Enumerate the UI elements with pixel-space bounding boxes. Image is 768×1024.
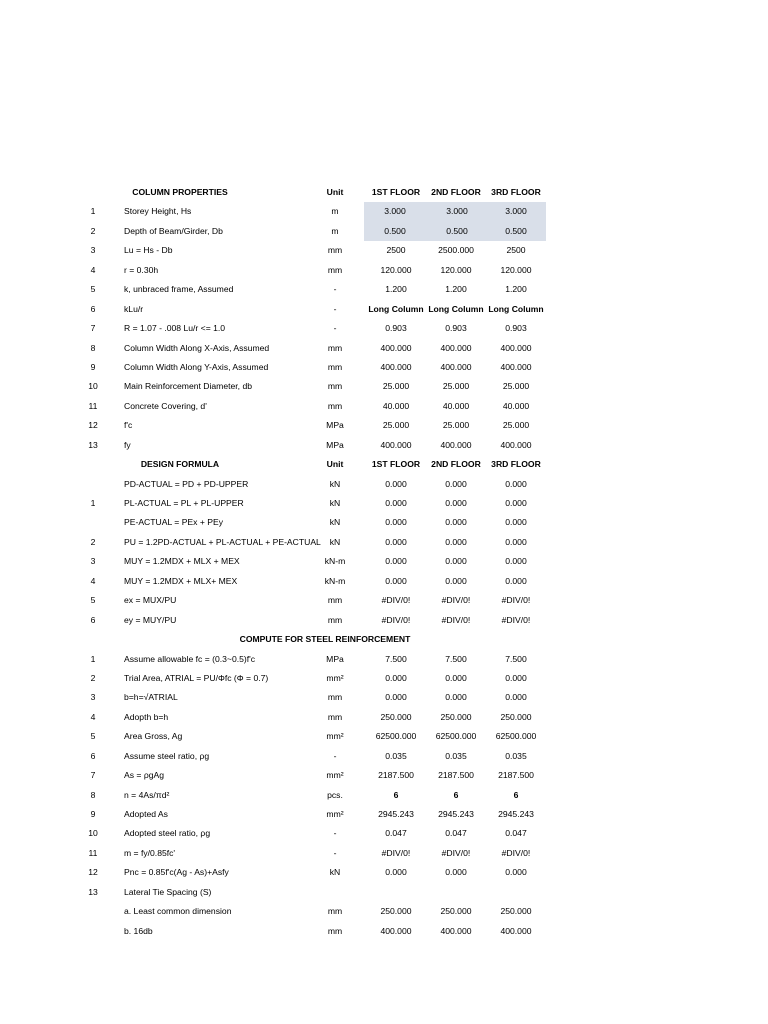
row-unit: mm [327, 692, 343, 703]
row-number: 5 [90, 284, 96, 295]
cell-floor2: 7.500 [445, 653, 467, 664]
row-unit: MPa [326, 653, 344, 664]
cell-floor1: 250.000 [380, 906, 412, 917]
input-cell-floor3[interactable]: 3.000 [486, 202, 546, 221]
row-description: Column Width Along X-Axis, Assumed [124, 342, 270, 353]
row-description: Depth of Beam/Girder, Db [124, 225, 223, 236]
unit-header: Unit [326, 459, 344, 470]
cell-floor1: 2187.500 [378, 770, 414, 781]
table-row [0, 688, 768, 707]
row-description: Area Gross, Ag [124, 731, 183, 742]
row-number: 6 [90, 303, 96, 314]
cell-floor2: 400.000 [440, 342, 472, 353]
cell-floor1: 6 [393, 789, 399, 800]
cell-floor2: 400.000 [440, 925, 472, 936]
row-description: Trial Area, ATRIAL = PU/Φfc (Φ = 0.7) [124, 672, 269, 683]
row-number: 2 [90, 536, 96, 547]
row-unit: mm [327, 361, 343, 372]
row-description: ey = MUY/PU [124, 614, 177, 625]
row-description: fy [124, 439, 131, 450]
section-title: DESIGN FORMULA [140, 459, 220, 470]
cell-floor2: 400.000 [440, 439, 472, 450]
cell-floor3: 250.000 [500, 711, 532, 722]
cell-floor1: #DIV/0! [381, 595, 411, 606]
cell-floor1: 0.047 [385, 828, 407, 839]
cell-floor2: 0.035 [445, 750, 467, 761]
row-description: kLu/r [124, 303, 144, 314]
cell-floor3: 0.000 [505, 556, 527, 567]
row-unit: mm² [326, 731, 344, 742]
floor2-header: 2ND FLOOR [431, 187, 481, 197]
cell-floor3: 2187.500 [498, 770, 534, 781]
cell-floor3: 25.000 [502, 381, 530, 392]
table-row [0, 863, 768, 882]
table-row [0, 708, 768, 727]
row-unit: mm [327, 342, 343, 353]
cell-floor3: 0.035 [505, 750, 527, 761]
unit-header: Unit [326, 187, 344, 197]
row-unit: - [333, 323, 337, 334]
table-row [0, 436, 768, 455]
row-unit: mm [327, 925, 343, 936]
row-number: 9 [90, 809, 96, 819]
row-number: 8 [90, 342, 96, 353]
table-row [0, 397, 768, 416]
row-description: Main Reinforcement Diameter, db [124, 381, 253, 392]
cell-floor1: #DIV/0! [381, 847, 411, 858]
cell-floor1: 0.000 [385, 517, 407, 528]
cell-floor1: 400.000 [380, 361, 412, 372]
cell-floor3: 0.000 [505, 672, 527, 683]
cell-floor3: 62500.000 [495, 731, 537, 742]
cell-floor2: 0.000 [445, 692, 467, 703]
row-number: 1 [90, 498, 96, 508]
header-row-column-properties [0, 183, 768, 202]
table-row [0, 494, 768, 513]
row-description: Pnc = 0.85f'c(Ag - As)+Asfy [124, 867, 229, 878]
row-description: As = ρgAg [124, 770, 165, 781]
row-unit: m [331, 206, 339, 217]
table-row [0, 222, 768, 241]
row-unit: mm² [326, 672, 344, 683]
cell-floor2: #DIV/0! [441, 614, 471, 625]
row-unit: mm [327, 400, 343, 411]
cell-floor3: 0.000 [505, 867, 527, 878]
header-row-steel-reinforcement [0, 630, 768, 649]
cell-floor3: 400.000 [500, 361, 532, 372]
row-description: PE-ACTUAL = PEx + PEy [124, 517, 224, 528]
input-cell-floor2[interactable]: 3.000 [426, 202, 488, 221]
row-number: 10 [88, 828, 98, 839]
row-unit: MPa [326, 420, 344, 431]
cell-floor2: 0.000 [445, 536, 467, 547]
floor2-header: 2ND FLOOR [431, 459, 481, 470]
table-row [0, 669, 768, 688]
cell-floor2: 0.000 [445, 672, 467, 683]
row-number: 4 [90, 711, 96, 722]
cell-floor2: 0.000 [445, 556, 467, 567]
cell-floor1: 0.000 [385, 498, 407, 508]
cell-floor2: 0.903 [445, 323, 467, 334]
row-unit: kN-m [324, 556, 346, 567]
cell-floor1: 25.000 [382, 420, 410, 431]
cell-floor3: 250.000 [500, 906, 532, 917]
table-row [0, 280, 768, 299]
row-description: Adopted As [124, 809, 168, 819]
row-unit: mm [327, 245, 343, 256]
cell-floor3: 0.000 [505, 517, 527, 528]
row-description: PU = 1.2PD-ACTUAL + PL-ACTUAL + PE-ACTUAL [124, 536, 321, 547]
cell-floor2: 2187.500 [438, 770, 474, 781]
table-row [0, 902, 768, 921]
row-unit: - [333, 303, 337, 314]
cell-floor1: 250.000 [380, 711, 412, 722]
row-number: 3 [90, 245, 96, 256]
cell-floor1: 62500.000 [375, 731, 417, 742]
cell-floor2: 40.000 [442, 400, 470, 411]
floor3-header: 3RD FLOOR [491, 459, 541, 470]
cell-floor3: 0.000 [505, 536, 527, 547]
cell-floor2: Long Column [428, 303, 484, 314]
header-row-design-formula [0, 455, 768, 474]
row-unit: m [331, 225, 339, 236]
row-number: 7 [90, 770, 96, 781]
row-unit: kN [329, 498, 341, 508]
cell-floor3: 2500 [506, 245, 526, 256]
row-description: MUY = 1.2MDX + MLX + MEX [124, 556, 240, 567]
cell-floor3: #DIV/0! [501, 614, 531, 625]
cell-floor1: 400.000 [380, 439, 412, 450]
cell-floor2: 25.000 [442, 420, 470, 431]
table-row [0, 883, 768, 902]
cell-floor2: 2945.243 [438, 809, 474, 819]
row-number: 7 [90, 323, 96, 334]
row-unit: mm [327, 614, 343, 625]
row-number: 10 [88, 381, 98, 392]
cell-floor3: #DIV/0! [501, 847, 531, 858]
section-title: COMPUTE FOR STEEL REINFORCEMENT [239, 634, 411, 645]
cell-floor3: 400.000 [500, 925, 532, 936]
row-unit: kN-m [324, 575, 346, 586]
row-unit: - [333, 284, 337, 295]
row-unit: - [333, 847, 337, 858]
floor3-header: 3RD FLOOR [491, 187, 541, 197]
table-row [0, 533, 768, 552]
floor1-header: 1ST FLOOR [371, 187, 421, 197]
row-description: Storey Height, Hs [124, 206, 192, 217]
row-number: 12 [88, 867, 98, 878]
cell-floor2: 250.000 [440, 711, 472, 722]
input-cell-floor1[interactable]: 3.000 [364, 202, 426, 221]
row-description: a. Least common dimension [124, 906, 232, 917]
row-description: Assume allowable fc = (0.3~0.5)f'c [124, 653, 256, 664]
row-number: 4 [90, 575, 96, 586]
row-number: 12 [88, 420, 98, 431]
row-description: b. 16db [124, 925, 153, 936]
cell-floor1: 0.035 [385, 750, 407, 761]
cell-floor1: 25.000 [382, 381, 410, 392]
table-row [0, 339, 768, 358]
cell-floor1: 0.000 [385, 692, 407, 703]
cell-floor3: 0.000 [505, 692, 527, 703]
row-description: Concrete Covering, d' [124, 400, 207, 411]
cell-floor1: 40.000 [382, 400, 410, 411]
cell-floor1: 0.000 [385, 536, 407, 547]
cell-floor3: 0.000 [505, 575, 527, 586]
table-row [0, 513, 768, 532]
row-description: Adopth b=h [124, 711, 169, 722]
row-description: ex = MUX/PU [124, 595, 177, 606]
table-row [0, 611, 768, 630]
table-row [0, 650, 768, 669]
row-number: 6 [90, 750, 96, 761]
table-row [0, 922, 768, 941]
cell-floor1: 2945.243 [378, 809, 414, 819]
row-number: 11 [88, 847, 98, 858]
row-unit: mm [327, 381, 343, 392]
cell-floor2: 250.000 [440, 906, 472, 917]
cell-floor2: 1.200 [445, 284, 467, 295]
row-unit: MPa [326, 439, 344, 450]
cell-floor1: 0.000 [385, 556, 407, 567]
row-number: 5 [90, 731, 96, 742]
row-number: 5 [90, 595, 96, 606]
table-row [0, 591, 768, 610]
row-description: r = 0.30h [124, 264, 159, 275]
cell-floor3: 2945.243 [498, 809, 534, 819]
row-number: 8 [90, 789, 96, 800]
row-unit: mm² [326, 809, 344, 819]
cell-floor2: 400.000 [440, 361, 472, 372]
row-description: m = fy/0.85fc' [124, 847, 176, 858]
cell-floor2: 0.000 [445, 867, 467, 878]
row-description: Adopted steel ratio, ρg [124, 828, 211, 839]
row-number: 2 [90, 225, 96, 236]
row-number: 4 [90, 264, 96, 275]
cell-floor2: #DIV/0! [441, 595, 471, 606]
row-unit: mm² [326, 770, 344, 781]
row-number: 13 [88, 886, 98, 897]
table-row [0, 805, 768, 824]
row-unit: mm [327, 711, 343, 722]
row-description: PL-ACTUAL = PL + PL-UPPER [124, 498, 244, 508]
cell-floor3: 1.200 [505, 284, 527, 295]
spreadsheet [0, 183, 768, 941]
table-row [0, 747, 768, 766]
row-description: f'c [124, 420, 133, 431]
row-number: 1 [90, 206, 96, 217]
row-unit: mm [327, 264, 343, 275]
table-row [0, 241, 768, 260]
table-row [0, 727, 768, 746]
cell-floor3: 7.500 [505, 653, 527, 664]
cell-floor1: Long Column [368, 303, 424, 314]
row-unit: - [333, 828, 337, 839]
cell-floor1: #DIV/0! [381, 614, 411, 625]
cell-floor1: 1.200 [385, 284, 407, 295]
row-unit: kN [329, 536, 341, 547]
row-description: MUY = 1.2MDX + MLX+ MEX [124, 575, 238, 586]
floor1-header: 1ST FLOOR [371, 459, 421, 470]
cell-floor1: 0.903 [385, 323, 407, 334]
table-row [0, 475, 768, 494]
row-unit: kN [329, 517, 341, 528]
cell-floor1: 0.000 [385, 478, 407, 489]
row-number: 9 [90, 361, 96, 372]
row-unit: kN [329, 867, 341, 878]
cell-floor1: 400.000 [380, 925, 412, 936]
cell-floor2: 0.000 [445, 517, 467, 528]
row-description: Column Width Along Y-Axis, Assumed [124, 361, 269, 372]
row-number: 3 [90, 556, 96, 567]
table-row [0, 786, 768, 805]
row-number: 1 [90, 653, 96, 664]
row-unit: mm [327, 595, 343, 606]
cell-floor3: 0.903 [505, 323, 527, 334]
row-description: Assume steel ratio, ρg [124, 750, 210, 761]
cell-floor3: #DIV/0! [501, 595, 531, 606]
row-description: Lateral Tie Spacing (S) [124, 886, 212, 897]
cell-floor1: 120.000 [380, 264, 412, 275]
cell-floor2: 0.000 [445, 575, 467, 586]
table-row [0, 844, 768, 863]
table-row [0, 300, 768, 319]
row-number: 13 [88, 439, 98, 450]
cell-floor3: 0.000 [505, 498, 527, 508]
cell-floor2: 2500.000 [438, 245, 474, 256]
row-description: R = 1.07 - .008 Lu/r <= 1.0 [124, 323, 226, 334]
table-row [0, 824, 768, 843]
cell-floor1: 2500 [386, 245, 406, 256]
cell-floor3: 120.000 [500, 264, 532, 275]
table-row [0, 552, 768, 571]
cell-floor2: 0.000 [445, 478, 467, 489]
cell-floor2: 6 [453, 789, 459, 800]
cell-floor3: 0.000 [505, 478, 527, 489]
cell-floor1: 400.000 [380, 342, 412, 353]
section-title: COLUMN PROPERTIES [132, 187, 228, 197]
row-number: 11 [88, 400, 98, 411]
cell-floor3: Long Column [488, 303, 544, 314]
table-row [0, 766, 768, 785]
row-unit: kN [329, 478, 341, 489]
table-row [0, 416, 768, 435]
row-description: b=h=√ATRIAL [124, 692, 178, 703]
row-unit: - [333, 750, 337, 761]
cell-floor3: 6 [513, 789, 519, 800]
cell-floor2: 25.000 [442, 381, 470, 392]
cell-floor3: 400.000 [500, 342, 532, 353]
input-cell-floor1[interactable]: 0.500 [364, 222, 426, 241]
cell-floor3: 0.047 [505, 828, 527, 839]
table-row [0, 377, 768, 396]
input-cell-floor3[interactable]: 0.500 [486, 222, 546, 241]
cell-floor2: 0.000 [445, 498, 467, 508]
cell-floor1: 7.500 [385, 653, 407, 664]
table-row [0, 358, 768, 377]
cell-floor2: #DIV/0! [441, 847, 471, 858]
input-cell-floor2[interactable]: 0.500 [426, 222, 488, 241]
table-row [0, 261, 768, 280]
cell-floor3: 40.000 [502, 400, 530, 411]
cell-floor1: 0.000 [385, 867, 407, 878]
cell-floor2: 120.000 [440, 264, 472, 275]
cell-floor1: 0.000 [385, 672, 407, 683]
cell-floor3: 400.000 [500, 439, 532, 450]
table-row [0, 572, 768, 591]
cell-floor3: 25.000 [502, 420, 530, 431]
row-description: k, unbraced frame, Assumed [124, 284, 234, 295]
row-unit: pcs. [327, 789, 343, 800]
row-number: 2 [90, 672, 96, 683]
cell-floor2: 0.047 [445, 828, 467, 839]
row-description: Lu = Hs - Db [124, 245, 173, 256]
table-row [0, 202, 768, 221]
table-row [0, 319, 768, 338]
row-number: 3 [90, 692, 96, 703]
row-description: n = 4As/πd² [124, 789, 170, 800]
cell-floor1: 0.000 [385, 575, 407, 586]
row-description: PD-ACTUAL = PD + PD-UPPER [124, 478, 249, 489]
cell-floor2: 62500.000 [435, 731, 477, 742]
row-number: 6 [90, 614, 96, 625]
row-unit: mm [327, 906, 343, 917]
